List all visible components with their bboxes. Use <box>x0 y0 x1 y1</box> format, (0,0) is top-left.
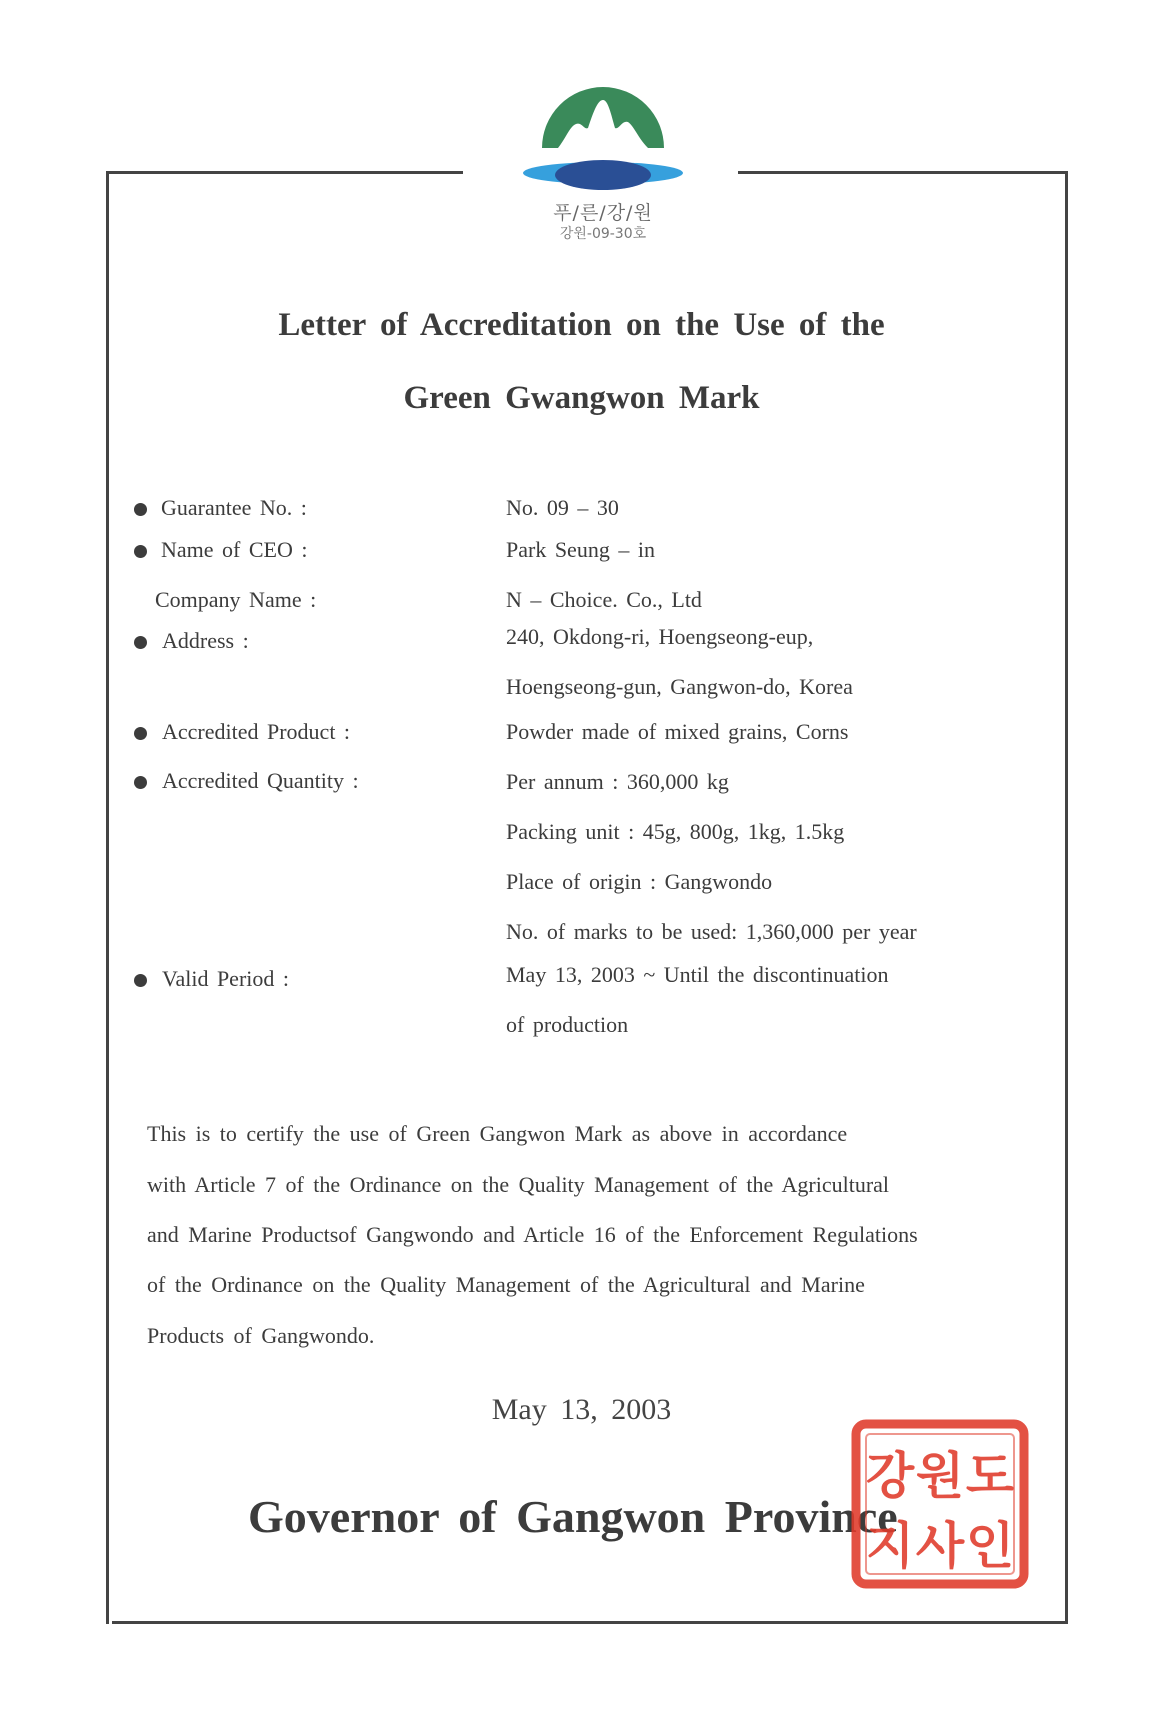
title-line-2: Green Gwangwon Mark <box>403 380 760 416</box>
field-value-address-line-2: Hoengseong-gun, Gangwon-do, Korea <box>506 674 853 699</box>
frame-top-right <box>738 171 1068 174</box>
seal-char: 원 <box>915 1447 965 1505</box>
official-red-seal-icon <box>850 1418 1030 1590</box>
certification-line: This is to certify the use of Green Gangwon Mark as above in accordance <box>147 1121 848 1146</box>
seal-char: 지 <box>865 1517 915 1575</box>
certification-line: Products of Gangwondo. <box>147 1323 375 1348</box>
bullet-icon <box>134 545 147 558</box>
green-gangwon-mark-icon <box>518 70 688 195</box>
frame-bottom <box>112 1621 1068 1624</box>
field-value-address-line-1: 240, Okdong-ri, Hoengseong-eup, <box>506 624 814 649</box>
field-label-guarantee-no: Guarantee No. : <box>161 495 307 520</box>
seal-char: 도 <box>965 1447 1015 1505</box>
field-label-address: Address : <box>162 628 249 653</box>
field-label-company: Company Name : <box>155 587 317 612</box>
field-label-valid-period: Valid Period : <box>162 966 289 991</box>
logo-slogan: 푸/른/강/원 <box>553 202 653 224</box>
field-value-quantity-per-annum: Per annum : 360,000 kg <box>506 769 729 794</box>
bullet-icon <box>134 727 147 740</box>
frame-top-left <box>106 171 463 174</box>
bullet-icon <box>134 503 147 516</box>
field-label-ceo: Name of CEO : <box>161 537 308 562</box>
field-label-quantity: Accredited Quantity : <box>162 768 359 793</box>
bullet-icon <box>134 776 147 789</box>
signer-title: Governor of Gangwon Province <box>248 1491 898 1542</box>
field-label-product: Accredited Product : <box>162 719 351 744</box>
certification-line: of the Ordinance on the Quality Management of the Agricultural and Marine <box>147 1272 865 1297</box>
issue-date: May 13, 2003 <box>491 1393 672 1426</box>
field-value-quantity-packing-unit: Packing unit : 45g, 800g, 1kg, 1.5kg <box>506 819 845 844</box>
seal-char: 강 <box>865 1447 915 1505</box>
bullet-icon <box>134 636 147 649</box>
field-value-valid-period-line-2: of production <box>506 1012 629 1037</box>
field-value-guarantee-no: No. 09 – 30 <box>506 495 619 520</box>
seal-char: 사 <box>915 1517 965 1575</box>
logo-registration-number: 강원-09-30호 <box>559 226 647 242</box>
field-value-quantity-marks: No. of marks to be used: 1,360,000 per year <box>506 919 917 944</box>
certification-line: and Marine Productsof Gangwondo and Article 16 of the Enforcement Regulations <box>147 1222 918 1247</box>
field-value-quantity-origin: Place of origin : Gangwondo <box>506 869 773 894</box>
field-value-valid-period-line-1: May 13, 2003 ~ Until the discontinuation <box>506 962 889 987</box>
title-line-1: Letter of Accreditation on the Use of the <box>278 307 885 343</box>
bullet-icon <box>134 974 147 987</box>
field-value-ceo: Park Seung – in <box>506 537 655 562</box>
certification-line: with Article 7 of the Ordinance on the Quality Management of the Agricultural <box>147 1172 890 1197</box>
seal-char: 인 <box>965 1517 1015 1575</box>
field-value-product: Powder made of mixed grains, Corns <box>506 719 849 744</box>
field-value-company: N – Choice. Co., Ltd <box>506 587 702 612</box>
green-gangwon-logo <box>518 70 688 250</box>
